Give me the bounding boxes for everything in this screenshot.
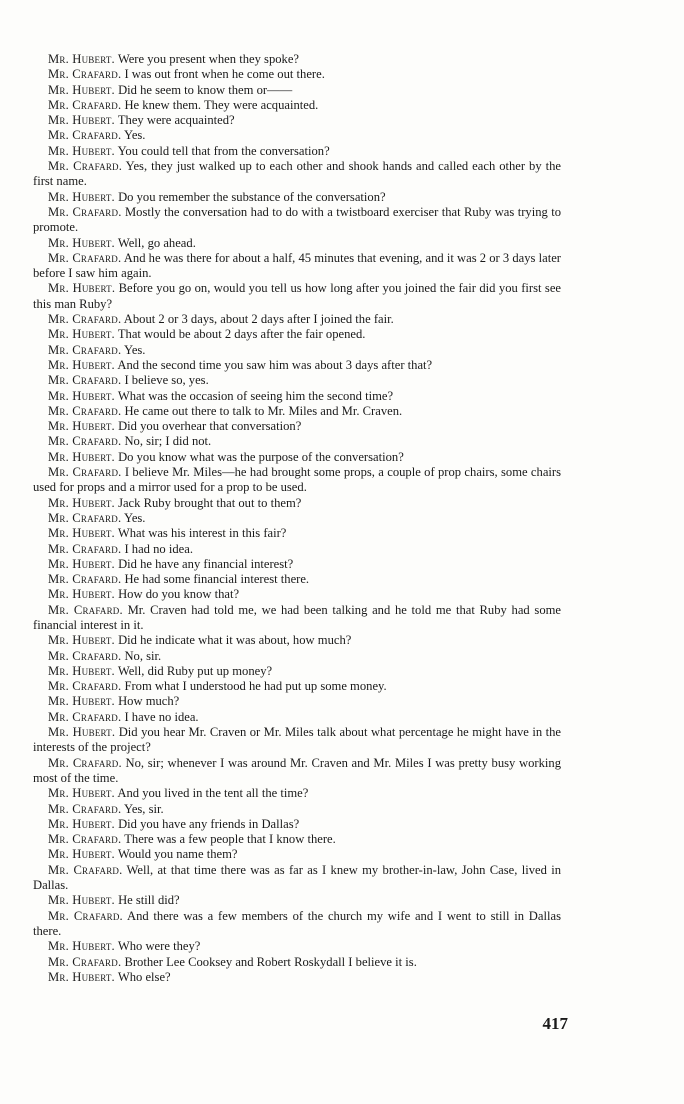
speech-text: Yes. [123, 128, 146, 143]
speech-text: Jack Ruby brought that out to them? [118, 495, 302, 510]
speaker-name: Mr. Hubert. [48, 281, 116, 296]
speaker-name: Mr. Hubert. [48, 235, 115, 250]
testimony-paragraph [33, 679, 561, 694]
testimony-paragraph [33, 786, 561, 801]
speech-text: Do you remember the substance of the conversation? [118, 189, 386, 204]
speech-text: And he was there for about a half, 45 minutes that evening, and it was 2 or 3 days later before I saw him again. [33, 250, 561, 281]
speech-text: What was the occasion of seeing him the second time? [117, 388, 394, 403]
testimony-paragraph [33, 970, 561, 985]
speaker-name: Mr. Crafard. [48, 373, 122, 388]
testimony-paragraph [33, 52, 561, 67]
speaker-name: Mr. Crafard. [48, 312, 122, 327]
speaker-name: Mr. Crafard. [48, 908, 123, 923]
speech-text: Do you know what was the purpose of the conversation? [118, 449, 404, 464]
speech-text: That would be about 2 days after the fair opened. [117, 327, 366, 342]
speech-text: He still did? [118, 893, 180, 908]
speaker-name: Mr. Hubert. [48, 143, 115, 158]
speaker-name: Mr. Crafard. [48, 602, 123, 617]
testimony-paragraph [33, 817, 561, 832]
speaker-name: Mr. Crafard. [48, 204, 122, 219]
testimony-paragraph [33, 496, 561, 511]
speech-text: Mostly the conversation had to do with a twistboard exerciser that Ruby was trying to promote. [33, 204, 561, 235]
speaker-name: Mr. Hubert. [48, 449, 115, 464]
testimony-paragraph [33, 205, 561, 236]
speaker-name: Mr. Hubert. [48, 725, 116, 740]
testimony-paragraph [33, 710, 561, 725]
speech-text: They were acquainted? [117, 113, 235, 128]
testimony-paragraph [33, 358, 561, 373]
speech-text: Well, did Ruby put up money? [117, 663, 273, 678]
speaker-name: Mr. Hubert. [48, 495, 115, 510]
speech-text: He knew them. They were acquainted. [124, 97, 319, 112]
speech-text: Were you present when they spoke? [117, 52, 300, 66]
speech-text: I believe Mr. Miles—he had brought some props, a couple of prop chairs, some chairs used for props and a mirror used for a prop to be used. [33, 465, 562, 495]
testimony-paragraph [33, 465, 561, 496]
testimony-paragraph [33, 939, 561, 954]
speaker-name: Mr. Crafard. [48, 801, 122, 816]
speech-text: How much? [118, 694, 180, 709]
speaker-name: Mr. Hubert. [48, 357, 115, 372]
testimony-paragraph [33, 450, 561, 465]
speaker-name: Mr. Hubert. [48, 633, 115, 648]
speaker-name: Mr. Hubert. [48, 327, 115, 342]
speaker-name: Mr. Hubert. [48, 893, 115, 908]
speech-text: Well, at that time there was as far as I knew my brother-in-law, John Case, lived in Dallas. [33, 862, 561, 893]
speaker-name: Mr. Crafard. [48, 342, 122, 357]
testimony-paragraph [33, 251, 561, 282]
testimony-paragraph [33, 404, 561, 419]
speech-text: Well, go ahead. [117, 235, 196, 250]
speech-text: Mr. Craven had told me, we had been talking and he told me that Ruby had some financial interest in it. [33, 602, 561, 632]
testimony-paragraph [33, 955, 561, 970]
speech-text: I was out front when he come out there. [124, 67, 325, 82]
speech-text: Yes, they just walked up to each other and shook hands and called each other by the first name. [33, 159, 561, 189]
speaker-name: Mr. Hubert. [48, 52, 115, 66]
speech-text: Would you name them? [117, 847, 238, 862]
speaker-name: Mr. Crafard. [48, 862, 123, 877]
speaker-name: Mr. Hubert. [48, 526, 115, 541]
speaker-name: Mr. Hubert. [48, 816, 115, 831]
speech-text: Did you overhear that conversation? [118, 419, 302, 434]
speaker-name: Mr. Crafard. [48, 541, 122, 556]
speaker-name: Mr. Crafard. [48, 510, 122, 525]
speech-text: Did you have any friends in Dallas? [118, 816, 300, 831]
speech-text: No, sir; I did not. [124, 434, 212, 449]
speaker-name: Mr. Crafard. [48, 755, 122, 770]
page-number: 417 [542, 1014, 568, 1033]
testimony-paragraph [33, 434, 561, 449]
testimony-paragraph [33, 159, 561, 190]
speaker-name: Mr. Crafard. [48, 648, 122, 663]
testimony-paragraph [33, 847, 561, 862]
speaker-name: Mr. Crafard. [48, 403, 122, 418]
speaker-name: Mr. Hubert. [48, 663, 115, 678]
testimony-paragraph [33, 649, 561, 664]
speaker-name: Mr. Hubert. [48, 694, 115, 709]
testimony-text [33, 52, 561, 985]
testimony-paragraph [33, 587, 561, 602]
speaker-name: Mr. Crafard. [48, 679, 122, 694]
testimony-paragraph [33, 633, 561, 648]
speech-text: No, sir. [124, 648, 162, 663]
speech-text: And there was a few members of the church my wife and I went to still in Dallas there. [33, 908, 561, 938]
speech-text: From what I understood he had put up some money. [124, 679, 387, 694]
speaker-name: Mr. Hubert. [48, 847, 115, 862]
speaker-name: Mr. Crafard. [48, 434, 122, 449]
testimony-paragraph [33, 756, 561, 787]
testimony-paragraph [33, 863, 561, 894]
speech-text: How do you know that? [118, 587, 240, 602]
speaker-name: Mr. Crafard. [48, 465, 122, 480]
speaker-name: Mr. Hubert. [48, 587, 115, 602]
speech-text: There was a few people that I know there. [124, 832, 336, 847]
speech-text: I have no idea. [124, 709, 199, 724]
speech-text: Yes. [123, 510, 146, 525]
speaker-name: Mr. Hubert. [48, 556, 115, 571]
speech-text: I believe so, yes. [124, 373, 209, 388]
speech-text: Did you hear Mr. Craven or Mr. Miles talk about what percentage he might have in the interests of the project? [33, 725, 561, 755]
testimony-paragraph [33, 389, 561, 404]
testimony-paragraph [33, 802, 561, 817]
testimony-paragraph [33, 312, 561, 327]
speaker-name: Mr. Hubert. [48, 189, 115, 204]
speaker-name: Mr. Hubert. [48, 786, 115, 801]
speaker-name: Mr. Crafard. [48, 97, 122, 112]
speech-text: What was his interest in this fair? [117, 526, 287, 541]
testimony-paragraph [33, 190, 561, 205]
speaker-name: Mr. Crafard. [48, 128, 122, 143]
speech-text: He had some financial interest there. [124, 572, 310, 587]
speech-text: I had no idea. [124, 541, 193, 556]
testimony-paragraph [33, 113, 561, 128]
speaker-name: Mr. Hubert. [48, 113, 115, 128]
testimony-paragraph [33, 572, 561, 587]
speech-text: About 2 or 3 days, about 2 days after I joined the fair. [123, 312, 394, 327]
speech-text: Who else? [117, 969, 171, 984]
testimony-paragraph [33, 909, 561, 940]
speaker-name: Mr. Crafard. [48, 572, 122, 587]
speaker-name: Mr. Hubert. [48, 82, 115, 97]
testimony-paragraph [33, 236, 561, 251]
speech-text: He came out there to talk to Mr. Miles and Mr. Craven. [124, 403, 403, 418]
testimony-paragraph [33, 526, 561, 541]
testimony-paragraph [33, 694, 561, 709]
speech-text: Yes. [123, 342, 146, 357]
speech-text: Did he seem to know them or—— [118, 82, 293, 97]
speaker-name: Mr. Crafard. [48, 832, 122, 847]
speaker-name: Mr. Hubert. [48, 419, 115, 434]
speech-text: And the second time you saw him was about 3 days after that? [117, 357, 433, 372]
testimony-paragraph [33, 128, 561, 143]
testimony-paragraph [33, 664, 561, 679]
testimony-paragraph [33, 893, 561, 908]
speech-text: Brother Lee Cooksey and Robert Roskydall I believe it is. [124, 954, 417, 969]
speaker-name: Mr. Crafard. [48, 250, 122, 265]
speech-text: You could tell that from the conversation? [117, 143, 330, 158]
speech-text: Yes, sir. [123, 801, 164, 816]
testimony-paragraph [33, 832, 561, 847]
speech-text: And you lived in the tent all the time? [117, 786, 309, 801]
testimony-paragraph [33, 144, 561, 159]
speaker-name: Mr. Crafard. [48, 954, 122, 969]
testimony-paragraph [33, 67, 561, 82]
testimony-paragraph [33, 419, 561, 434]
speaker-name: Mr. Hubert. [48, 388, 115, 403]
testimony-paragraph [33, 83, 561, 98]
testimony-paragraph [33, 281, 561, 312]
speaker-name: Mr. Crafard. [48, 67, 122, 82]
testimony-paragraph [33, 373, 561, 388]
testimony-paragraph [33, 603, 561, 634]
testimony-paragraph [33, 557, 561, 572]
speaker-name: Mr. Crafard. [48, 709, 122, 724]
testimony-paragraph [33, 327, 561, 342]
speaker-name: Mr. Hubert. [48, 939, 115, 954]
testimony-paragraph [33, 343, 561, 358]
speech-text: Who were they? [117, 939, 201, 954]
speech-text: Did he indicate what it was about, how much? [118, 633, 352, 648]
speaker-name: Mr. Hubert. [48, 969, 115, 984]
testimony-paragraph [33, 542, 561, 557]
speech-text: Before you go on, would you tell us how long after you joined the fair did you first see this man Ruby? [33, 281, 561, 311]
testimony-paragraph [33, 511, 561, 526]
testimony-paragraph [33, 725, 561, 756]
testimony-paragraph [33, 98, 561, 113]
speech-text: No, sir; whenever I was around Mr. Craven and Mr. Miles I was pretty busy working most of the time. [33, 755, 561, 785]
speech-text: Did he have any financial interest? [118, 556, 294, 571]
speaker-name: Mr. Crafard. [48, 159, 123, 174]
